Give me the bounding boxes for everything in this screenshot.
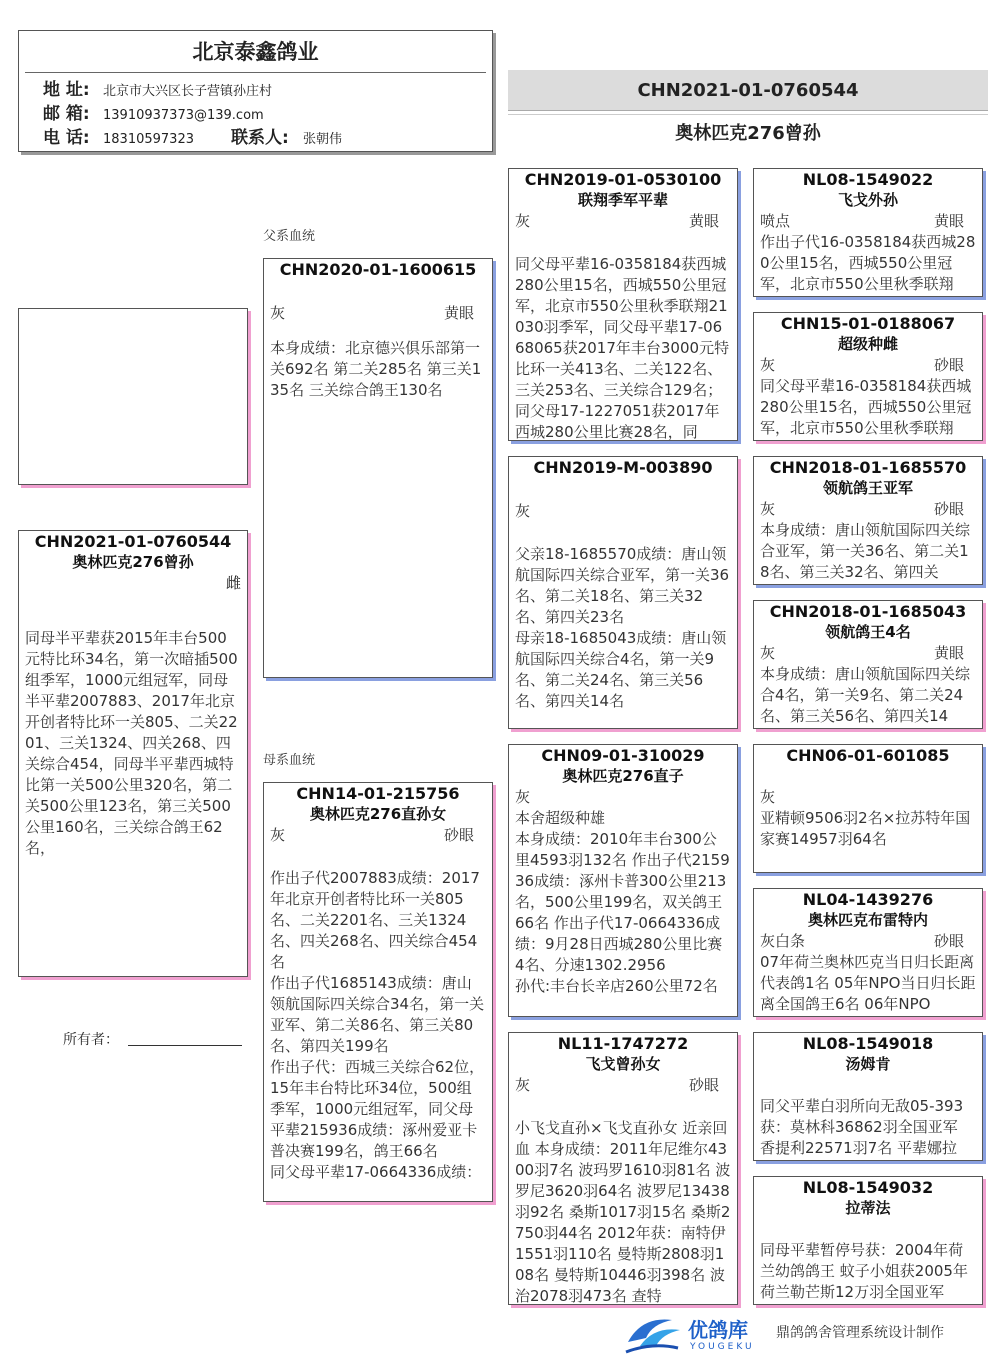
dam-sire-notes: 本舍超级种雄 本身成绩：2010年丰台300公里4593羽132名 作出子代215936成绩：涿州卡普300公里213名，500公里199名，双关鸽王66名 作出子代17-0664336成绩：9月28日西城280公里比赛4名、分速1302.2956 孙代:丰台长辛店260公里72名 <box>515 809 730 995</box>
sire-eye: 黄眼 <box>443 304 474 322</box>
brand-logo-icon <box>622 1312 684 1356</box>
gg-color: 灰 <box>760 788 776 806</box>
sire-sire-color: 灰 <box>515 212 531 230</box>
sire-sire-card <box>508 168 738 441</box>
address-value: 北京市大兴区长子营镇孙庄村 <box>103 84 273 99</box>
main-divider <box>508 114 988 115</box>
great-grandparent-card <box>753 1176 983 1305</box>
sire-dam-card <box>508 456 738 729</box>
pigeon-photo-frame <box>18 308 248 485</box>
gg-eye: 砂眼 <box>933 500 964 518</box>
sire-notes: 本身成绩：北京德兴俱乐部第一关692名 第二关285名 第三关135名 三关综合鸽王130名 <box>270 339 482 399</box>
divider <box>25 72 486 73</box>
gg-name <box>754 766 982 786</box>
gg-color: 灰 <box>760 500 776 518</box>
gg-name: 超级种雌 <box>837 335 898 353</box>
owner-signature-line <box>128 1045 242 1046</box>
sire-sire-name: 联翔季军平辈 <box>577 191 668 209</box>
gg-notes: 07年荷兰奥林匹克当日归长距离代表鸽1名 05年NPO当日归长距离全国鸽王6名 06年NPO <box>760 953 976 1013</box>
dam-dam-eye: 砂眼 <box>688 1076 719 1094</box>
sire-sire-ring: CHN2019-01-0530100 <box>524 170 722 189</box>
great-grandparent-card <box>753 600 983 729</box>
great-grandparent-card <box>753 888 983 1017</box>
great-grandparent-card <box>753 312 983 441</box>
dam-dam-name: 飞戈曾孙女 <box>585 1055 661 1073</box>
dam-dam-color: 灰 <box>515 1076 531 1094</box>
sire-card <box>263 258 493 678</box>
gg-ring: NL08-1549032 <box>802 1178 934 1197</box>
gg-name: 领航鸽王4名 <box>825 623 911 641</box>
brand-name: 优鸽库 <box>688 1318 748 1342</box>
subject-notes: 同母半平辈获2015年丰台500元特比环34名，第一次暗插500组季军，1000元组冠军，同母半平辈2007883、2017年北京开创者特比环一关805、二关2201、三关1324、四关268、四关综合454，同母半平辈西城特比第一关500公里320名，第二关500公里123名，第三关500公里160名，三关综合鸽王62名， <box>25 629 238 857</box>
brand-name-en: YOUGEKU <box>690 1342 755 1352</box>
gg-notes: 作出子代16-0358184获西城280公里15名，西城550公里冠军，北京市550公里秋季联翔 <box>760 233 976 293</box>
dam-card <box>263 782 493 1202</box>
gg-color: 灰 <box>760 356 776 374</box>
sire-line-label: 父系血统 <box>263 229 316 244</box>
sire-sire-notes: 同父母平辈16-0358184获西城280公里15名，西城550公里冠军，北京市550公里秋季联翔21030羽季军，同父母平辈17-0668065获2017年丰台3000元特比环一关413名、二关122名、三关253名、三关综合129名；同父母17-1227051获2017年西城280公里比赛28名，同 <box>515 255 730 441</box>
gg-color: 灰白条 <box>760 932 806 950</box>
gg-name: 飞戈外孙 <box>837 191 898 209</box>
gg-ring: CHN15-01-0188067 <box>780 314 956 333</box>
owner-label: 所有者： <box>63 1032 119 1048</box>
email-label: 邮 箱: <box>43 104 90 124</box>
dam-sire-card <box>508 744 738 1017</box>
sire-dam-ring: CHN2019-M-003890 <box>533 458 713 477</box>
gg-color: 喷点 <box>760 212 791 230</box>
dam-sire-color: 灰 <box>515 788 531 806</box>
gg-eye: 砂眼 <box>933 932 964 950</box>
email-value: 13910937373@139.com <box>103 108 264 123</box>
contact-label: 联系人: <box>231 128 289 148</box>
gg-eye: 黄眼 <box>933 212 964 230</box>
gg-notes: 本身成绩：唐山领航国际四关综合亚军，第一关36名、第二关18名、第三关32名、第四关 <box>760 521 971 581</box>
sire-sire-eye: 黄眼 <box>688 212 719 230</box>
loft-title: 北京泰鑫鸽业 <box>192 40 319 64</box>
subject-card <box>18 530 248 977</box>
gg-ring: NL08-1549022 <box>802 170 934 189</box>
sire-dam-notes: 父亲18-1685570成绩：唐山领航国际四关综合亚军，第一关36名、第二关18名、第三关32名、第四关23名 母亲18-1685043成绩：唐山领航国际四关综合4名，第一关9名、第二关24名、第三关56名、第四关14名 <box>515 545 730 710</box>
gg-ring: CHN06-01-601085 <box>786 746 950 765</box>
gg-notes: 同母平辈暂停号获：2004年荷兰幼鸽鸽王 蚊子小姐获2005年荷兰勒芒斯12万羽全国亚军 <box>760 1241 968 1301</box>
great-grandparent-card <box>753 456 983 585</box>
gg-eye: 砂眼 <box>933 356 964 374</box>
gg-color: 灰 <box>760 644 776 662</box>
gg-name: 奥林匹克布雷特内 <box>807 911 928 929</box>
gg-notes: 本身成绩：唐山领航国际四关综合4名，第一关9名、第二关24名、第三关56名、第四关14 <box>760 665 971 725</box>
dam-eye: 砂眼 <box>443 826 474 844</box>
dam-name: 奥林匹克276直孙女 <box>309 805 447 823</box>
main-ring-number: CHN2021-01-0760544 <box>637 79 859 101</box>
gg-ring: NL04-1439276 <box>802 890 934 909</box>
dam-line-label: 母系血统 <box>263 753 316 768</box>
gg-notes: 同父母平辈16-0358184获西城280公里15名，西城550公里冠军，北京市550公里秋季联翔 <box>760 377 972 437</box>
phone-value: 18310597323 <box>103 132 194 147</box>
gg-notes: 同父平辈白羽所向无敌05-393获：莫林科36862羽全国亚军 香提利22571羽7名 平辈娜拉 <box>760 1097 964 1157</box>
phone-label: 电 话: <box>43 128 90 148</box>
gg-name: 拉蒂法 <box>845 1199 891 1217</box>
subject-sex: 雌 <box>225 574 241 592</box>
sire-dam-color: 灰 <box>515 502 531 520</box>
gg-name: 汤姆肯 <box>845 1055 891 1073</box>
subject-ring: CHN2021-01-0760544 <box>34 532 232 551</box>
gg-ring: CHN2018-01-1685570 <box>769 458 967 477</box>
great-grandparent-card <box>753 1032 983 1161</box>
dam-sire-ring: CHN09-01-310029 <box>541 746 705 765</box>
dam-notes: 作出子代2007883成绩：2017年北京开创者特比环一关805名、二关2201名、三关1324名、四关268名、四关综合454名 作出子代1685143成绩：唐山领航国际四关综合34名，第一关亚军、第二关86名、第三关80名、第四关199名 作出子代：西城三关综合62位，15年丰台特比环34位，500组季军，1000元组冠军，同父母平辈215936成绩：涿州爱亚卡普决赛199名，鸽王66名 同父母平辈17-0664336成绩： <box>270 869 485 1181</box>
dam-sire-name: 奥林匹克276直子 <box>562 767 684 785</box>
brand-logo <box>622 1312 684 1356</box>
gg-eye: 黄眼 <box>933 644 964 662</box>
contact-value: 张朝伟 <box>303 132 343 147</box>
gg-ring: NL08-1549018 <box>802 1034 934 1053</box>
dam-dam-notes: 小飞戈直孙×飞戈直孙女 近亲回血 本身成绩：2011年尼维尔4300羽7名 波玛罗1610羽81名 波罗尼3620羽64名 波罗尼13438羽92名 桑斯1017羽15名 桑斯2750羽44名 2012年获：南特伊1551羽110名 曼特斯2808羽108名 曼特斯10446羽398名 波治2078羽473名 查特 <box>515 1119 731 1305</box>
address-label: 地 址: <box>43 80 90 100</box>
main-pigeon-name: 奥林匹克276曾孙 <box>675 123 821 144</box>
dam-dam-ring: NL11-1747272 <box>557 1034 689 1053</box>
gg-notes: 亚精顿9506羽2名×拉苏特年国家赛14957羽64名 <box>760 809 971 848</box>
great-grandparent-card <box>753 168 983 297</box>
dam-color: 灰 <box>270 826 286 844</box>
sire-color: 灰 <box>270 304 286 322</box>
great-grandparent-card <box>753 744 983 873</box>
gg-name: 领航鸽王亚军 <box>822 479 913 497</box>
subject-name: 奥林匹克276曾孙 <box>72 553 194 571</box>
loft-info-card <box>18 30 493 152</box>
sire-ring: CHN2020-01-1600615 <box>279 260 477 279</box>
footer-credit: 鼎鸽鸽舍管理系统设计制作 <box>776 1325 944 1341</box>
dam-ring: CHN14-01-215756 <box>296 784 460 803</box>
main-ring-banner <box>508 70 988 111</box>
dam-dam-card <box>508 1032 738 1305</box>
gg-ring: CHN2018-01-1685043 <box>769 602 967 621</box>
